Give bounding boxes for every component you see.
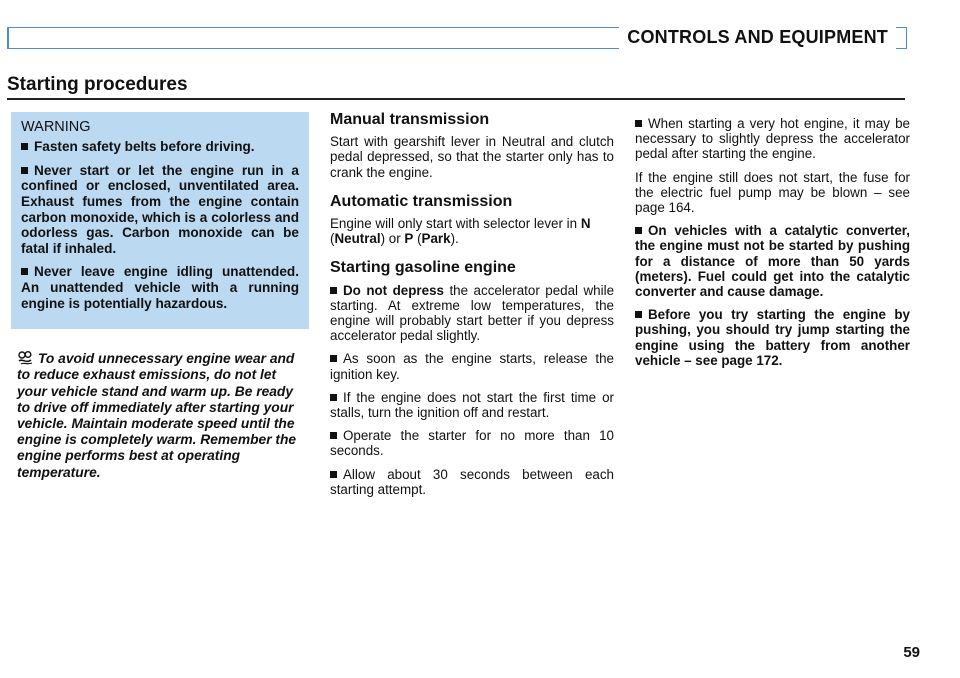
- bullet-icon: [635, 227, 642, 234]
- warning-item: Fasten safety belts before driving.: [21, 139, 299, 155]
- bullet-icon: [330, 432, 337, 439]
- section-title: Starting procedures: [7, 74, 188, 95]
- list-item: If the engine does not start the first time or stalls, turn the ignition off and restart.: [330, 389, 614, 421]
- column-2: [330, 112, 614, 505]
- list-item: Do not depress the accelerator pedal while starting. At extreme low temperatures, the engine will probably start better if you depress accelerator pedal slightly.: [330, 282, 615, 344]
- bullet-icon: [330, 471, 337, 478]
- warning-box: [11, 112, 309, 329]
- environment-note: [17, 351, 309, 481]
- bullet-icon: [21, 167, 28, 174]
- bullet-icon: [330, 394, 337, 401]
- warning-item: Never start or let the engine run in a confined or enclosed, unventilated area. Exhaust fumes from the engine contain carbon monoxide, which is a colorless and odorless gas. Carbon monoxide can be fatal if inhaled.: [21, 162, 299, 256]
- manual-heading: Manual transmission: [330, 111, 490, 128]
- gasoline-heading: Starting gasoline engine: [330, 259, 516, 277]
- list-item: Operate the starter for no more than 10 seconds.: [330, 428, 614, 459]
- catalytic-warning: On vehicles with a catalytic converter, the engine must not be started by pushing for a distance of more than 50 yards (meters). Fuel could get into the catalytic converter and cause damage.: [635, 223, 910, 300]
- warning-item: Never leave engine idling unattended. An unattended vehicle with a running engine is potentially hazardous.: [21, 264, 299, 311]
- column-1: [17, 112, 309, 481]
- bullet-icon: [21, 143, 28, 150]
- page-number: 59: [903, 644, 920, 661]
- bullet-icon: [330, 355, 337, 362]
- chapter-title: CONTROLS AND EQUIPMENT: [619, 25, 896, 49]
- environment-icon: [17, 351, 35, 365]
- jump-start-note: Before you try starting the engine by pushing, you should try jump starting the engine using the battery from another vehicle – see page 172.: [635, 307, 910, 368]
- fuse-paragraph: If the engine still does not start, the fuse for the electric fuel pump may be blown – see page 164.: [635, 169, 910, 216]
- list-item: When starting a very hot engine, it may be necessary to slightly depress the accelerator pedal after starting the engine.: [635, 116, 910, 162]
- list-item: As soon as the engine starts, release the ignition key.: [330, 351, 614, 382]
- automatic-text: Engine will only start with selector lever in N (Neutral) or P (Park).: [330, 216, 591, 247]
- bullet-icon: [21, 268, 28, 275]
- environment-note-text: To avoid unnecessary engine wear and to reduce exhaust emissions, do not let your vehicle stand and warm up. Be ready to drive off immediately after starting your vehicle. Maintain moderate speed until the engine is completely warm. Remember the engine performs best at operating temperature.: [17, 351, 297, 480]
- section-rule: [7, 98, 905, 100]
- bullet-icon: [635, 120, 642, 127]
- bullet-icon: [635, 311, 642, 318]
- bullet-icon: [330, 287, 337, 294]
- automatic-heading: Automatic transmission: [330, 192, 513, 210]
- column-3: [635, 116, 910, 376]
- manual-text: Start with gearshift lever in Neutral and clutch pedal depressed, so that the starter only has to crank the engine.: [330, 134, 614, 180]
- warning-title: WARNING: [21, 119, 91, 135]
- list-item: Allow about 30 seconds between each starting attempt.: [330, 466, 614, 497]
